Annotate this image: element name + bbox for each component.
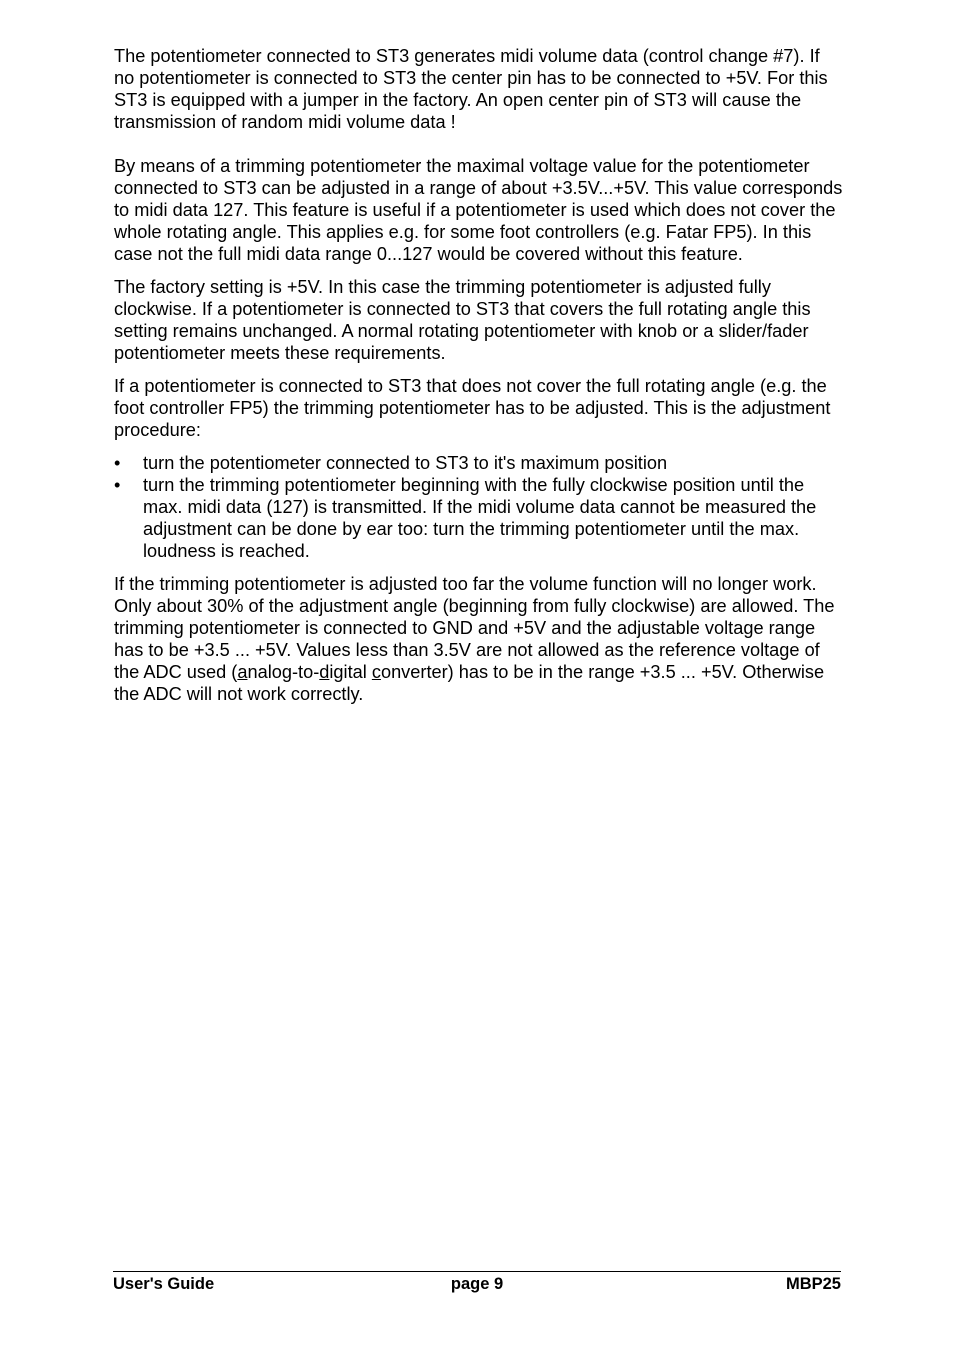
adjustment-procedure-list (114, 452, 844, 562)
document-body (114, 45, 844, 716)
underlined-letter-c: c (371, 662, 381, 682)
underlined-letter-a: a (237, 662, 248, 682)
footer-page-number: page 9 (450, 1275, 504, 1293)
bullet-icon: • (114, 453, 121, 473)
warning-text-digital: igital (329, 662, 372, 682)
paragraph-trimming-potentiometer: By means of a trimming potentiometer the maximal voltage value for the potentiometer connected to ST3 can be adjusted in a range of about +3.5V...+5V. This value corresponds to midi data 127. This feature is useful if a potentiometer is used which does not cover the whole rotating angle. This applies e.g. for some foot controllers (e.g. Fatar FP5). In this case not the full midi data range 0...127 would be covered without this feature. (114, 156, 843, 264)
paragraph-adjustment-warning (114, 573, 844, 705)
list-item (114, 474, 844, 562)
page-footer (113, 1271, 841, 1294)
list-item (114, 452, 844, 474)
paragraph-adjustment-intro: If a potentiometer is connected to ST3 that does not cover the full rotating angle (e.g. the foot controller FP5) the trimming potentiometer has to be adjusted. This is the adjustment procedure: (114, 376, 831, 440)
footer-document-title: User's Guide (113, 1275, 215, 1293)
footer-product-name: MBP25 (785, 1275, 841, 1293)
warning-text-analog: nalog-to- (247, 662, 320, 682)
paragraph-factory-setting: The factory setting is +5V. In this case the trimming potentiometer is adjusted fully clockwise. If a potentiometer is connected to ST3 that covers the full rotating angle this setting remains unchanged. A normal rotating potentiometer with knob or a slider/fader potentiometer meets these requirements. (114, 277, 811, 363)
bullet-icon: • (114, 475, 121, 495)
underlined-letter-d: d (319, 662, 330, 682)
list-item-text: turn the trimming potentiometer beginning with the fully clockwise position until the max. midi data (127) is transmitted. If the midi volume data cannot be measured the adjustment can be done by ear too: turn the trimming potentiometer until the max. loudness is reached. (143, 475, 817, 561)
paragraph-st3-volume: The potentiometer connected to ST3 generates midi volume data (control change #7). If no potentiometer is connected to ST3 the center pin has to be connected to +5V. For this ST3 is equipped with a jumper in the factory. An open center pin of ST3 will cause the transmission of random midi volume data ! (114, 46, 828, 132)
list-item-text: turn the potentiometer connected to ST3 to it's maximum position (143, 453, 668, 473)
warning-text-end: onverter) has to be in the range +3.5 ... +5V. Otherwise the ADC will not work correctly. (114, 662, 825, 704)
warning-text-start: If the trimming potentiometer is adjusted too far the volume function will no longer work. Only about 30% of the adjustment angle (beginning from fully clockwise) are allowed. The trimming potentiometer is connected to GND and +5V and the adjustable voltage range has to be +3.5 ... +5V. Values less than 3.5V are not allowed as the reference voltage of the ADC used ( (114, 574, 835, 682)
